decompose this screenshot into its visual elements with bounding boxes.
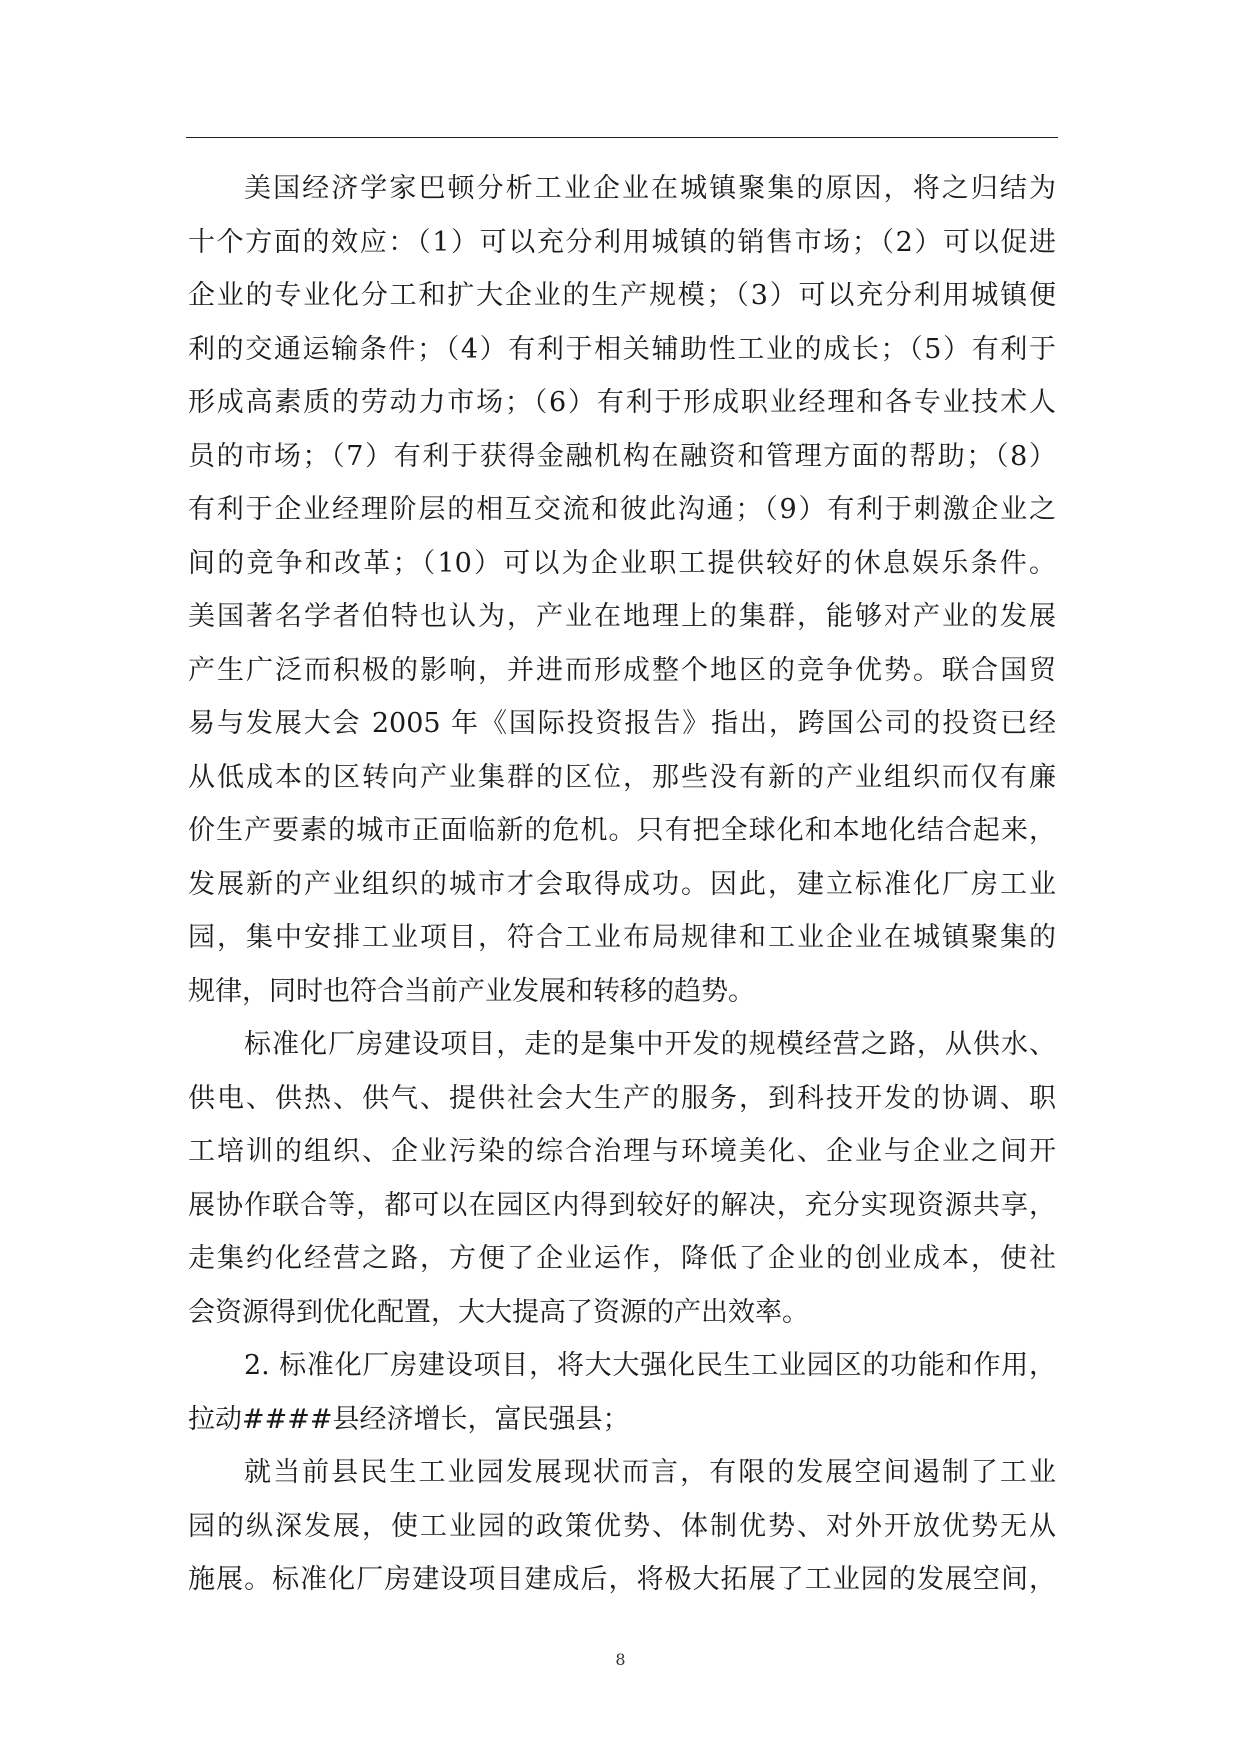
text-line: 供电、供热、供气、提供社会大生产的服务，到科技开发的协调、职 bbox=[188, 1082, 1056, 1114]
text-line: 美国著名学者伯特也认为，产业在地理上的集群，能够对产业的发展 bbox=[188, 601, 1056, 632]
page-number: 8 bbox=[615, 1650, 626, 1669]
text-line: 十个方面的效应：（1）可以充分利用城镇的销售市场；（2）可以促进 bbox=[188, 226, 1056, 258]
text-line: 从低成本的区转向产业集群的区位，那些没有新的产业组织而仅有廉 bbox=[188, 761, 1056, 793]
text-line: 规律，同时也符合当前产业发展和转移的趋势。 bbox=[188, 975, 755, 1007]
text-line: 工培训的组织、企业污染的综合治理与环境美化、企业与企业之间开 bbox=[188, 1136, 1056, 1167]
text-line: 价生产要素的城市正面临新的危机。只有把全球化和本地化结合起来， bbox=[188, 815, 1056, 846]
text-line: 园的纵深发展，使工业园的政策优势、体制优势、对外开放优势无从 bbox=[188, 1510, 1056, 1542]
text-line: 间的竞争和改革；（10）可以为企业职工提供较好的休息娱乐条件。 bbox=[188, 547, 1056, 579]
document-body bbox=[188, 162, 1056, 1607]
text-line: 形成高素质的劳动力市场；（6）有利于形成职业经理和各专业技术人 bbox=[188, 387, 1056, 418]
text-line: 易与发展大会 2005 年《国际投资报告》指出，跨国公司的投资已经 bbox=[188, 708, 1056, 739]
text-line: 员的市场；（7）有利于获得金融机构在融资和管理方面的帮助；（8） bbox=[188, 440, 1056, 472]
text-line: 走集约化经营之路，方便了企业运作，降低了企业的创业成本，使社 bbox=[188, 1243, 1056, 1274]
text-line: 产生广泛而积极的影响，并进而形成整个地区的竞争优势。联合国贸 bbox=[188, 654, 1056, 686]
text-line: 美国经济学家巴顿分析工业企业在城镇聚集的原因，将之归结为 bbox=[244, 173, 1056, 204]
text-line: 园，集中安排工业项目，符合工业布局规律和工业企业在城镇聚集的 bbox=[188, 922, 1056, 953]
text-line: 就当前县民生工业园发展现状而言，有限的发展空间遏制了工业 bbox=[244, 1457, 1056, 1488]
text-line: 发展新的产业组织的城市才会取得成功。因此，建立标准化厂房工业 bbox=[188, 868, 1056, 900]
text-line: 利的交通运输条件；（4）有利于相关辅助性工业的成长；（5）有利于 bbox=[188, 333, 1056, 365]
text-line: 会资源得到优化配置，大大提高了资源的产出效率。 bbox=[188, 1296, 809, 1328]
text-line: 展协作联合等，都可以在园区内得到较好的解决，充分实现资源共享， bbox=[188, 1189, 1056, 1221]
text-line: 企业的专业化分工和扩大企业的生产规模；（3）可以充分利用城镇便 bbox=[188, 280, 1056, 311]
text-line: 拉动####县经济增长，富民强县； bbox=[188, 1403, 630, 1435]
header-rule bbox=[186, 137, 1058, 138]
text-line: 施展。标准化厂房建设项目建成后，将极大拓展了工业园的发展空间， bbox=[188, 1564, 1056, 1595]
text-line: 有利于企业经理阶层的相互交流和彼此沟通；（9）有利于刺激企业之 bbox=[188, 494, 1056, 525]
text-line: 2. 标准化厂房建设项目，将大大强化民生工业园区的功能和作用， bbox=[244, 1350, 1056, 1381]
text-line: 标准化厂房建设项目，走的是集中开发的规模经营之路，从供水、 bbox=[244, 1029, 1056, 1060]
